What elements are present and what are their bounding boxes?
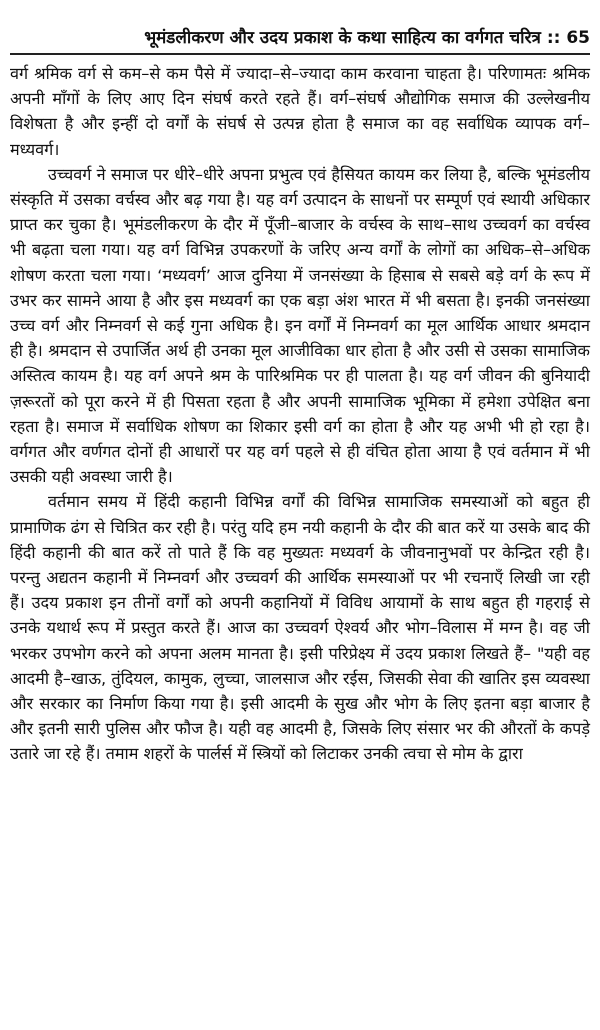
paragraph-2: उच्चवर्ग ने समाज पर धीरे–धीरे अपना प्रभुत्व एवं हैसियत कायम कर लिया है, बल्कि भूमंडलीय संस्कृति में उसका वर्चस्व और बढ़ गया है। यह वर्ग उत्पादन के साधनों पर सम्पूर्ण एवं स्थायी अधिकार प्राप्त कर चुका है। भूमंडलीकरण के दौर में पूँजी–बाजार के वर्चस्व के साथ–साथ उच्चवर्ग का वर्चस्व भी बढ़ता चला गया। यह वर्ग विभिन्न उपकरणों के जरिए अन्य वर्गों के लोगों का अधिक–से–अधिक शोषण करता चला गया। ‘मध्यवर्ग’ आज दुनिया में जनसंख्या के हिसाब से सबसे बड़े वर्ग के रूप में उभर कर सामने आया है और इस मध्यवर्ग का एक बड़ा अंश भारत में भी बसता है। इनकी जनसंख्या उच्च वर्ग और निम्नवर्ग से कई गुना अधिक है। इन वर्गों में निम्नवर्ग का मूल आर्थिक आधार श्रमदान ही है। श्रमदान से उपार्जित अर्थ ही उनका मूल आजीविका धार होता है और उसी से उसका सामाजिक अस्तित्व कायम है। यह वर्ग अपने श्रम के पारिश्रमिक पर ही पालता है। यह वर्ग जीवन की बुनियादी ज़रूरतों को पूरा करने में ही पिसता रहता है और अपनी सामाजिक भूमिका में हमेशा उपेक्षित बना रहता है। समाज में सर्वाधिक शोषण का शिकार इसी वर्ग का होता है और यह अभी भी हो रहा है। वर्गगत और वर्णगत दोनों ही आधारों पर यह वर्ग पहले से ही वंचित होता आया है एवं वर्तमान में भी उसकी यही अवस्था जारी है। bbox=[10, 164, 590, 487]
running-header: भूमंडलीकरण और उदय प्रकाश के कथा साहित्य का वर्गगत चरित्र :: 65 bbox=[10, 26, 590, 55]
paragraph-3: वर्तमान समय में हिंदी कहानी विभिन्न वर्गों की विभिन्न सामाजिक समस्याओं को बहुत ही प्रामाणिक ढंग से चित्रित कर रही है। परंतु यदि हम नयी कहानी के दौर की बात करें या उसके बाद की हिंदी कहानी की बात करें तो पाते हैं कि वह मुख्यतः मध्यवर्ग के जीवनानुभवों पर केन्द्रित रही है। परन्तु अद्यतन कहानी में निम्नवर्ग और उच्चवर्ग की आर्थिक समस्याओं पर भी रचनाएँ लिखी जा रही हैं। उदय प्रकाश इन तीनों वर्गों को अपनी कहानियों में विविध आयामों के साथ बहुत ही गहराई से उनके यथार्थ रूप में प्रस्तुत करते हैं। आज का उच्चवर्ग ऐश्वर्य और भोग–विलास में मग्न है। वह जी भरकर उपभोग करने को अपना अलम मानता है। इसी परिप्रेक्ष्य में उदय प्रकाश लिखते हैं– "यही वह आदमी है–खाऊ, तुंदियल, कामुक, लुच्चा, जालसाज और रईस, जिसकी सेवा की खातिर इस व्यवस्था और सरकार का निर्माण किया गया है। इसी आदमी के सुख और भोग के लिए इतना बड़ा बाजार है और इतनी सारी पुलिस और फौज है। यही वह आदमी है, जिसके लिए संसार भर की औरतों के कपड़े उतारे जा रहे हैं। तमाम शहरों के पार्लर्स में स्त्रियों को लिटाकर उनकी त्वचा से मोम के द्वारा bbox=[10, 492, 590, 764]
body-text bbox=[10, 61, 590, 767]
paragraph-1: वर्ग श्रमिक वर्ग से कम–से कम पैसे में ज्यादा–से–ज्यादा काम करवाना चाहता है। परिणामतः श्रमिक अपनी माँगों के लिए आए दिन संघर्ष करते रहते हैं। वर्ग–संघर्ष औद्योगिक समाज की उल्लेखनीय विशेषता है और इन्हीं दो वर्गों के संघर्ष से उत्पन्न होता है समाज का वह सर्वाधिक व्यापक वर्ग–मध्यवर्ग। bbox=[10, 64, 590, 159]
